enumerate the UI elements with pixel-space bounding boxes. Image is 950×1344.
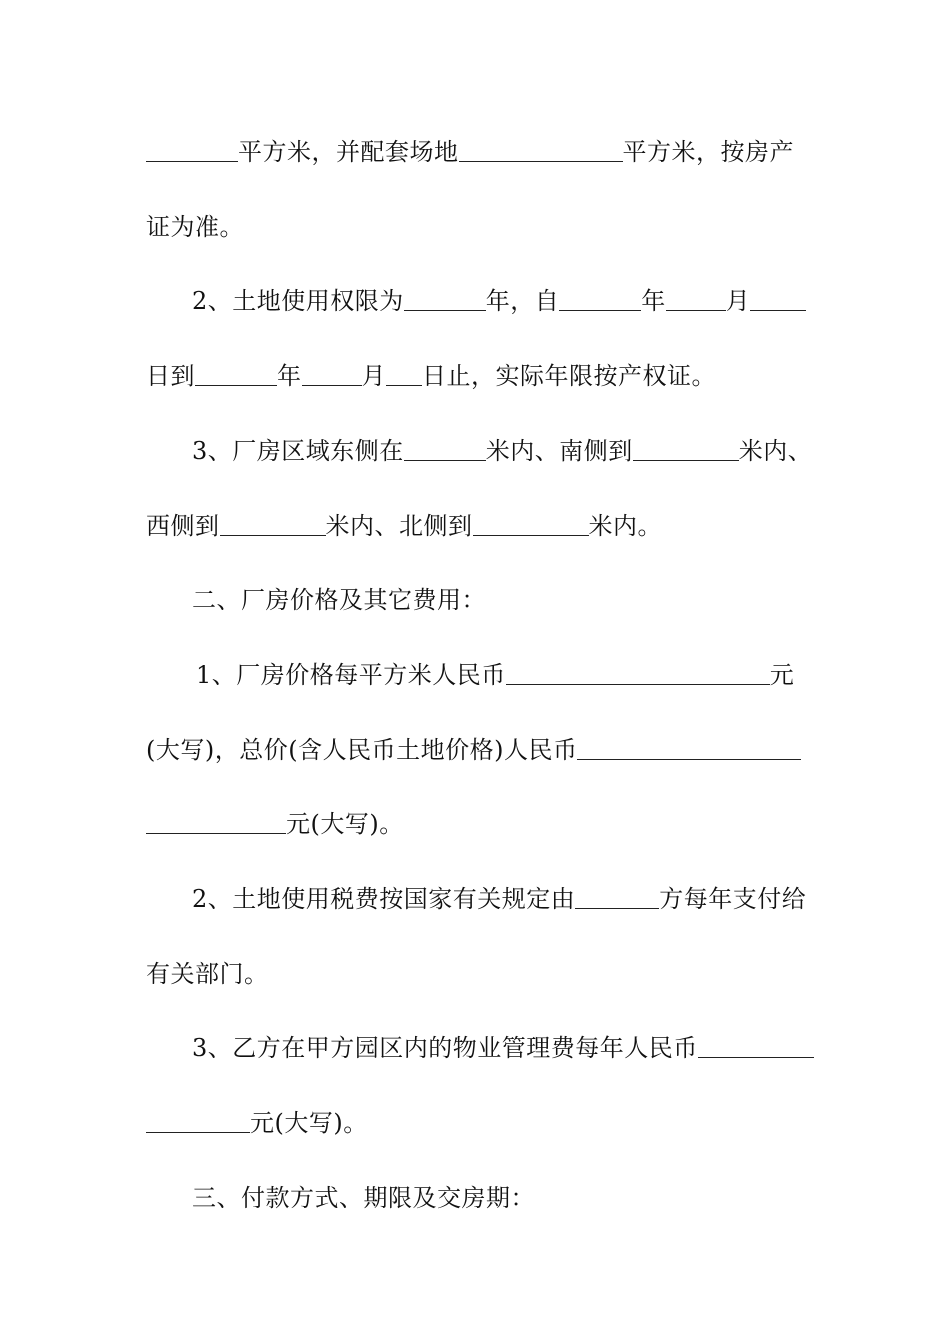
text-segment: 2、土地使用权限为	[192, 287, 404, 315]
text-line-6	[146, 511, 810, 541]
blank-field[interactable]	[302, 363, 362, 386]
text-line-1	[146, 137, 810, 167]
text-segment: 米内、南侧到	[485, 437, 633, 465]
text-segment: 月	[361, 362, 386, 390]
blank-field[interactable]	[459, 139, 623, 162]
text-segment: 月	[725, 287, 751, 315]
text-line-5	[192, 436, 856, 466]
blank-field[interactable]	[506, 662, 770, 685]
text-line-11	[192, 884, 856, 914]
blank-field[interactable]	[386, 363, 422, 386]
text-segment: 方每年支付给	[659, 885, 807, 913]
text-segment: 1、厂房价格每平方米人民币	[196, 661, 506, 689]
text-line-2	[146, 212, 810, 242]
text-line-8	[196, 660, 860, 690]
section-heading-2	[192, 585, 856, 615]
text-segment: 三、付款方式、期限及交房期：	[192, 1184, 535, 1212]
blank-field[interactable]	[698, 1035, 814, 1058]
text-line-3	[192, 286, 856, 316]
text-segment: 二、厂房价格及其它费用：	[192, 586, 486, 614]
text-segment: 平方米，按房产	[622, 138, 794, 166]
text-line-4	[146, 361, 810, 391]
text-segment: 米内、	[738, 437, 813, 465]
blank-field[interactable]	[559, 288, 641, 311]
text-segment: 有关部门。	[146, 960, 269, 988]
text-segment: 西侧到	[146, 512, 220, 540]
blank-field[interactable]	[404, 438, 486, 461]
blank-field[interactable]	[195, 363, 277, 386]
blank-field[interactable]	[577, 737, 801, 760]
text-line-13	[192, 1033, 856, 1063]
text-segment: 米内。	[588, 512, 662, 540]
text-segment: 日止，实际年限按产权证。	[422, 362, 716, 390]
text-line-9	[146, 735, 810, 765]
text-segment: 米内、北侧到	[325, 512, 473, 540]
blank-field[interactable]	[750, 288, 806, 311]
text-segment: 2、土地使用税费按国家有关规定由	[192, 885, 576, 913]
text-segment: 证为准。	[146, 213, 244, 241]
text-segment: 年	[277, 362, 302, 390]
text-segment: 年，自	[485, 287, 560, 315]
text-line-10	[146, 809, 810, 839]
text-segment: 3、乙方在甲方园区内的物业管理费每年人民币	[192, 1034, 698, 1062]
text-segment: (大写)，总价(含人民币土地价格)人民币	[146, 736, 578, 764]
text-segment: 年	[641, 287, 666, 315]
text-line-12	[146, 959, 810, 989]
blank-field[interactable]	[473, 513, 589, 536]
text-segment: 元	[769, 661, 795, 689]
blank-field[interactable]	[633, 438, 739, 461]
blank-field[interactable]	[404, 288, 486, 311]
blank-field[interactable]	[220, 513, 326, 536]
blank-field[interactable]	[146, 139, 238, 162]
text-segment: 3、厂房区域东侧在	[192, 437, 404, 465]
blank-field[interactable]	[575, 886, 659, 909]
text-segment: 日到	[146, 362, 195, 390]
text-line-14	[146, 1108, 810, 1138]
text-segment: 元(大写)。	[286, 810, 404, 838]
blank-field[interactable]	[146, 1110, 250, 1133]
section-heading-3	[192, 1183, 856, 1213]
text-segment: 元(大写)。	[250, 1109, 368, 1137]
blank-field[interactable]	[146, 811, 286, 834]
blank-field[interactable]	[666, 288, 726, 311]
text-segment: 平方米，并配套场地	[238, 138, 459, 166]
